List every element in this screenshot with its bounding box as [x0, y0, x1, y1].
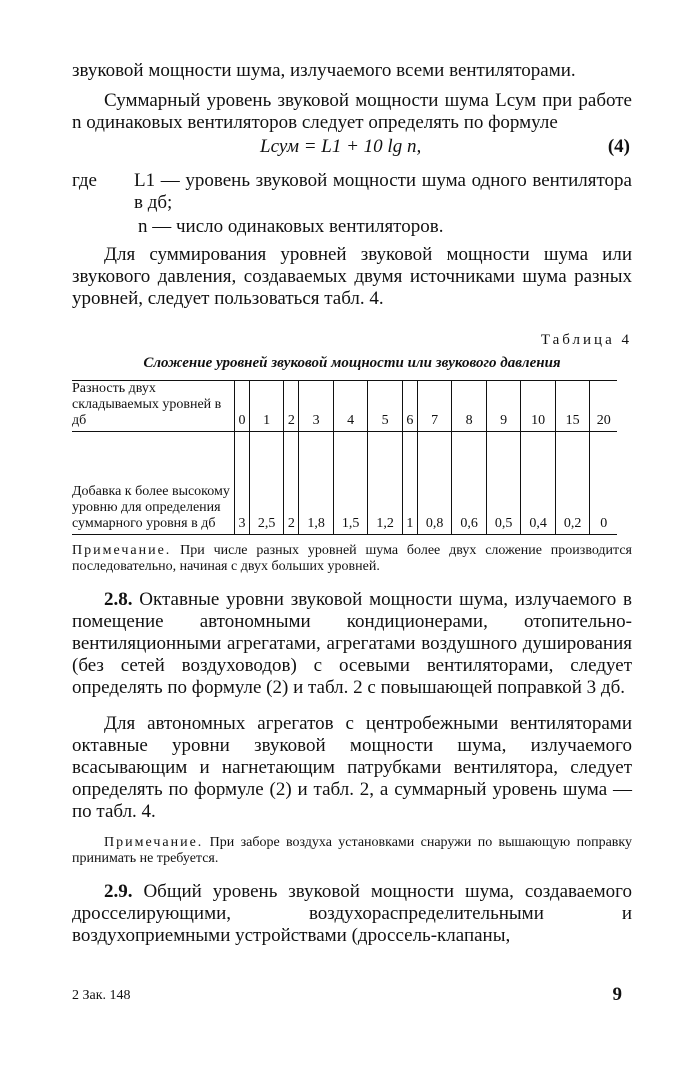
- section-number: 2.9.: [104, 881, 133, 902]
- table-cell: 1,2: [368, 432, 403, 535]
- definition-l1: L1 — уровень звуковой мощности шума одного вентилятора в дб;: [134, 170, 632, 213]
- table-cell: 0,8: [417, 432, 452, 535]
- table-cell: 1,5: [333, 432, 368, 535]
- section-text: Октавные уровни звуковой мощности шума, излучаемого в помещение автономными кондиционерами, отопительно-вентиляционными агрегатами, агрегатами воздушного душирования (без сетей воздуховодов) с осевыми вентиляторами, следует определять по формуле (2) и табл. 2 с повышающей поправкой 3 дб.: [72, 589, 633, 698]
- table-cell: 0,2: [555, 432, 590, 535]
- table-cell: 9: [486, 381, 521, 432]
- table-title: Сложение уровней звуковой мощности или звукового давления: [143, 355, 561, 371]
- paragraph-continued: звуковой мощности шума, излучаемого всеми вентиляторами.: [72, 60, 576, 81]
- formula-number: (4): [607, 136, 630, 157]
- where-label: где: [72, 170, 97, 191]
- table-row-difference: [72, 381, 617, 432]
- section-2-9: [72, 881, 632, 947]
- paragraph-sum-level: Суммарный уровень звуковой мощности шума Lсум при работе n одинаковых вентиляторов следует определять по формуле: [72, 90, 632, 133]
- note-outdoor-air: [72, 835, 632, 867]
- footer-order-mark: 2 Зак. 148: [72, 988, 131, 1003]
- table-cell: 15: [555, 381, 590, 432]
- paragraph-summation: Для суммирования уровней звуковой мощности шума или звукового давления, создаваемых двумя источниками шума разных уровней, следует пользоваться табл. 4.: [72, 244, 632, 309]
- level-addition-table: [72, 380, 617, 535]
- table-cell: 1: [249, 381, 284, 432]
- table-number-label: Таблица 4: [540, 332, 632, 348]
- table-row-addition: [72, 432, 617, 535]
- section-2-8: [72, 589, 632, 699]
- table-cell: 2: [284, 381, 299, 432]
- table-cell: 2: [284, 432, 299, 535]
- table-cell: 3: [299, 381, 334, 432]
- formula-row: [72, 134, 632, 162]
- definition-n: n — число одинаковых вентиляторов.: [138, 216, 444, 237]
- table-cell: 0,5: [486, 432, 521, 535]
- note-text: При заборе воздуха установками снаружи по вышающую поправку принимать не требуется.: [72, 835, 633, 866]
- table-cell: 10: [521, 381, 556, 432]
- section-number: 2.8.: [104, 589, 133, 610]
- table-cell: 1: [402, 432, 417, 535]
- page-number: 9: [612, 984, 622, 1005]
- table-cell: 4: [333, 381, 368, 432]
- table-cell: 0: [590, 432, 617, 535]
- table-cell: 7: [417, 381, 452, 432]
- table-cell: 6: [402, 381, 417, 432]
- table-row-header: Добавка к более высокому уровню для определения суммарного уровня в дб: [72, 432, 235, 535]
- table-cell: 8: [452, 381, 487, 432]
- page-footer: [72, 984, 622, 1005]
- note-label: Примечание.: [104, 835, 204, 850]
- note-label: Примечание.: [72, 543, 172, 558]
- table-cell: 0,6: [452, 432, 487, 535]
- table-row-header: Разность двух складываемых уровней в дб: [72, 381, 235, 432]
- table-cell: 0,4: [521, 432, 556, 535]
- note-table: [72, 543, 632, 575]
- formula: Lсум = L1 + 10 lg n,: [260, 136, 422, 157]
- paragraph-centrifugal: Для автономных агрегатов с центробежными вентиляторами октавные уровни звуковой мощности шума, излучаемого всасывающим и нагнетающим патрубками вентилятора, следует определять по формуле (2) и табл. 2, а суммарный уровень шума — по табл. 4.: [72, 713, 632, 822]
- note-text: При числе разных уровней шума более двух сложение производится последовательно, начиная с двух больших уровней.: [72, 543, 632, 574]
- section-text: Общий уровень звуковой мощности шума, создаваемого дросселирующими, воздухораспределительными и воздухоприемными устройствами (дроссель-клапаны,: [72, 881, 632, 946]
- table-cell: 20: [590, 381, 617, 432]
- table-cell: 5: [368, 381, 403, 432]
- where-block: [72, 170, 632, 238]
- table-cell: 2,5: [249, 432, 284, 535]
- table-cell: 1,8: [299, 432, 334, 535]
- table-cell: 0: [235, 381, 250, 432]
- table-cell: 3: [235, 432, 250, 535]
- page-body: [72, 60, 632, 947]
